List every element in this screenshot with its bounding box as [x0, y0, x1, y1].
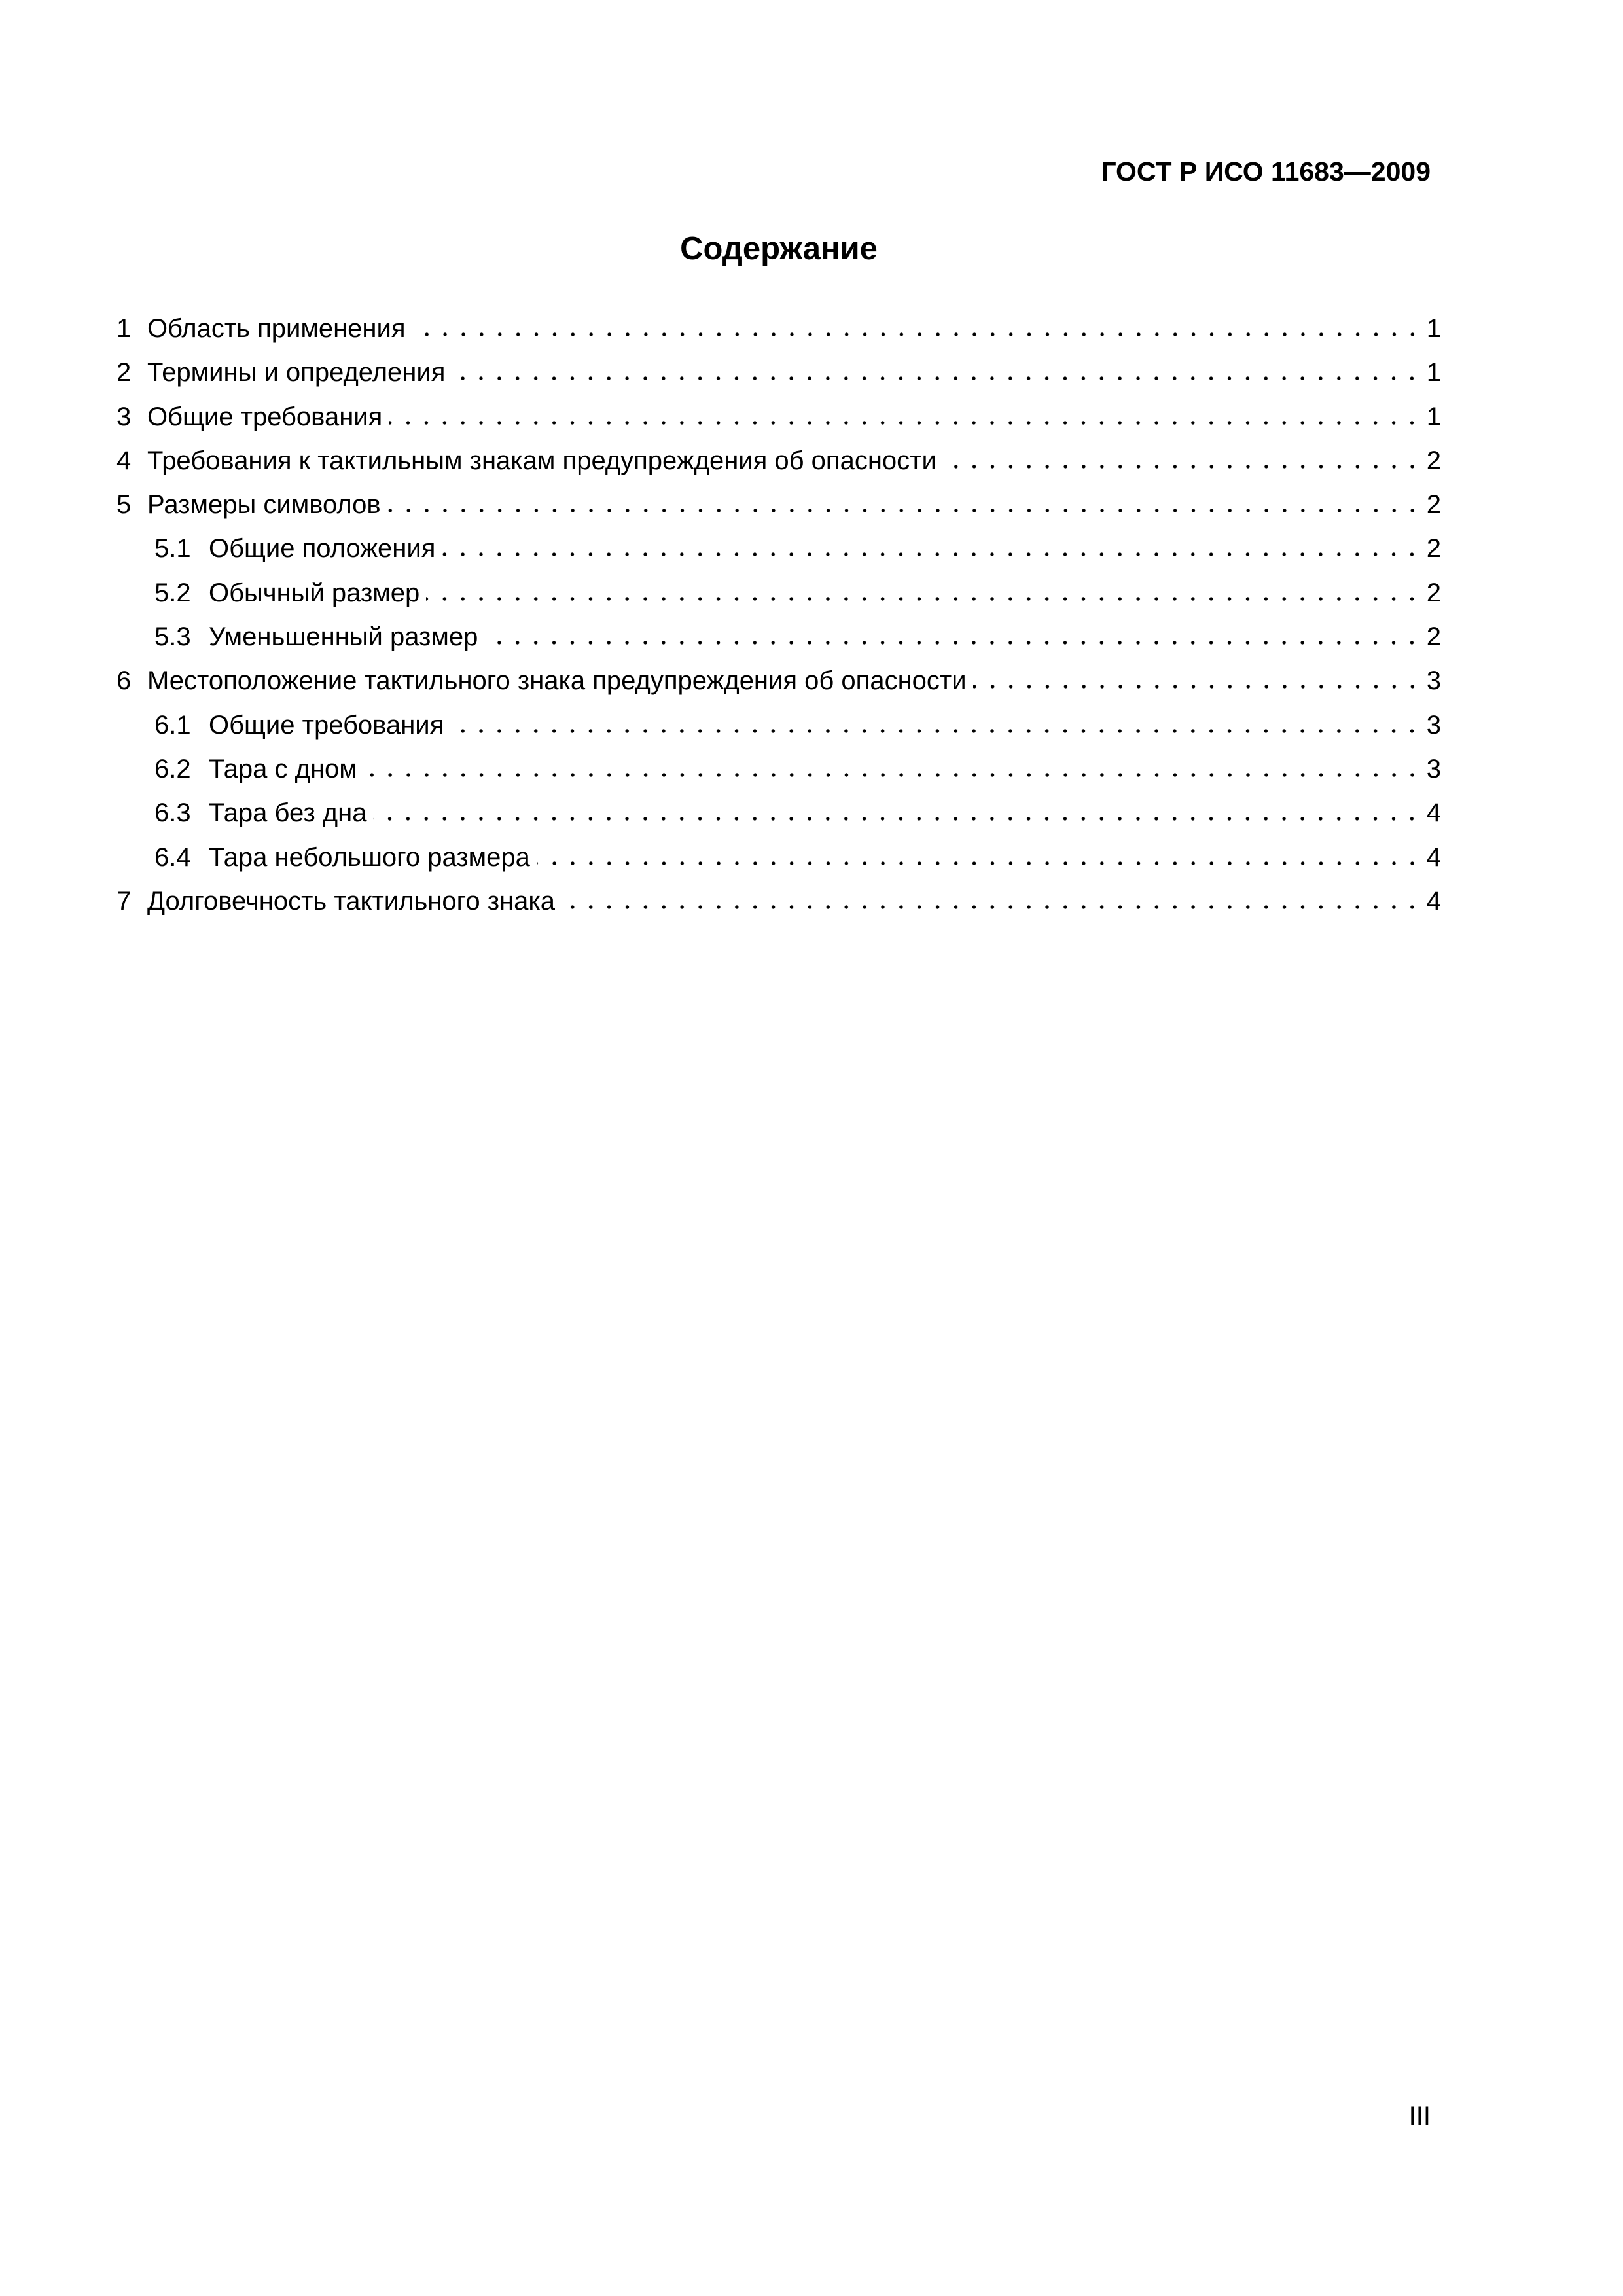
dot-leader	[973, 663, 1421, 689]
toc-entry-page: 3	[1426, 666, 1441, 696]
toc-entry[interactable]	[116, 399, 1441, 443]
dot-leader	[484, 619, 1421, 645]
toc-entry[interactable]	[116, 443, 1441, 487]
toc-entry-number: 6.2	[154, 754, 191, 783]
dot-leader	[389, 399, 1421, 425]
dot-leader	[452, 355, 1421, 381]
toc-entry-title: Тара с дном	[209, 754, 357, 783]
toc-entry-number: 6	[116, 666, 132, 696]
toc-entry-page: 4	[1426, 798, 1441, 828]
toc-entry-page: 2	[1426, 446, 1441, 475]
toc-subentry[interactable]	[116, 531, 1441, 575]
toc-entry[interactable]	[116, 355, 1441, 399]
toc-entry-number: 1	[116, 314, 132, 343]
toc-entry-page: 4	[1426, 886, 1441, 916]
toc-entry-title: Требования к тактильным знакам предупреждения об опасности	[147, 446, 936, 475]
dot-leader	[943, 443, 1421, 469]
toc-entry-title: Область применения	[147, 314, 406, 343]
toc-subentry[interactable]	[116, 619, 1441, 663]
toc-entry-number: 6.1	[154, 710, 191, 740]
toc-entry-number: 6.4	[154, 842, 191, 872]
toc-entry-title: Общие положения	[209, 534, 436, 564]
toc-entry-title: Тара без дна	[209, 798, 367, 828]
dot-leader	[412, 311, 1421, 337]
toc-entry-number: 4	[116, 446, 132, 475]
toc-entry-title: Уменьшенный размер	[209, 622, 478, 652]
toc-entry-number: 5.2	[154, 578, 191, 607]
toc-subentry[interactable]	[116, 575, 1441, 619]
dot-leader	[373, 795, 1421, 821]
toc-entry-title: Обычный размер	[209, 578, 420, 607]
toc-entry-title: Размеры символов	[147, 490, 381, 520]
toc-entry-page: 3	[1426, 710, 1441, 740]
toc-title: Содержание	[680, 231, 878, 266]
toc-entry[interactable]	[116, 884, 1441, 927]
dot-leader	[426, 575, 1421, 601]
toc-entry-page: 1	[1426, 402, 1441, 431]
toc-entry-number: 7	[116, 886, 132, 916]
toc-entry-number: 5	[116, 490, 132, 520]
toc-entry-page: 2	[1426, 490, 1441, 520]
table-of-contents	[116, 311, 1441, 927]
toc-subentry[interactable]	[116, 840, 1441, 884]
toc-entry-page: 2	[1426, 534, 1441, 564]
toc-entry-page: 2	[1426, 578, 1441, 607]
page-folio: III	[1408, 2102, 1431, 2130]
toc-entry-title: Общие требования	[147, 402, 383, 431]
dot-leader	[364, 751, 1421, 778]
dot-leader	[450, 708, 1421, 734]
toc-entry-page: 1	[1426, 314, 1441, 343]
toc-entry-title: Тара небольшого размера	[209, 842, 530, 872]
toc-entry[interactable]	[116, 487, 1441, 531]
dot-leader	[387, 487, 1421, 513]
toc-entry[interactable]	[116, 311, 1441, 355]
toc-entry-title: Долговечность тактильного знака	[147, 886, 555, 916]
toc-entry-number: 3	[116, 402, 132, 431]
document-code: ГОСТ Р ИСО 11683—2009	[1101, 156, 1431, 187]
toc-entry-page: 4	[1426, 842, 1441, 872]
toc-entry-number: 6.3	[154, 798, 191, 828]
toc-subentry[interactable]	[116, 751, 1441, 795]
toc-entry-page: 2	[1426, 622, 1441, 652]
toc-entry-number: 5.3	[154, 622, 191, 652]
dot-leader	[562, 884, 1421, 910]
toc-entry-title: Термины и определения	[147, 358, 446, 387]
toc-subentry[interactable]	[116, 795, 1441, 839]
toc-subentry[interactable]	[116, 708, 1441, 751]
toc-entry-page: 3	[1426, 754, 1441, 783]
toc-entry[interactable]	[116, 663, 1441, 707]
dot-leader	[537, 840, 1421, 866]
toc-entry-title: Местоположение тактильного знака предупреждения об опасности	[147, 666, 967, 696]
toc-entry-page: 1	[1426, 358, 1441, 387]
toc-entry-number: 5.1	[154, 534, 191, 564]
toc-entry-title: Общие требования	[209, 710, 444, 740]
dot-leader	[442, 531, 1421, 557]
toc-entry-number: 2	[116, 358, 132, 387]
